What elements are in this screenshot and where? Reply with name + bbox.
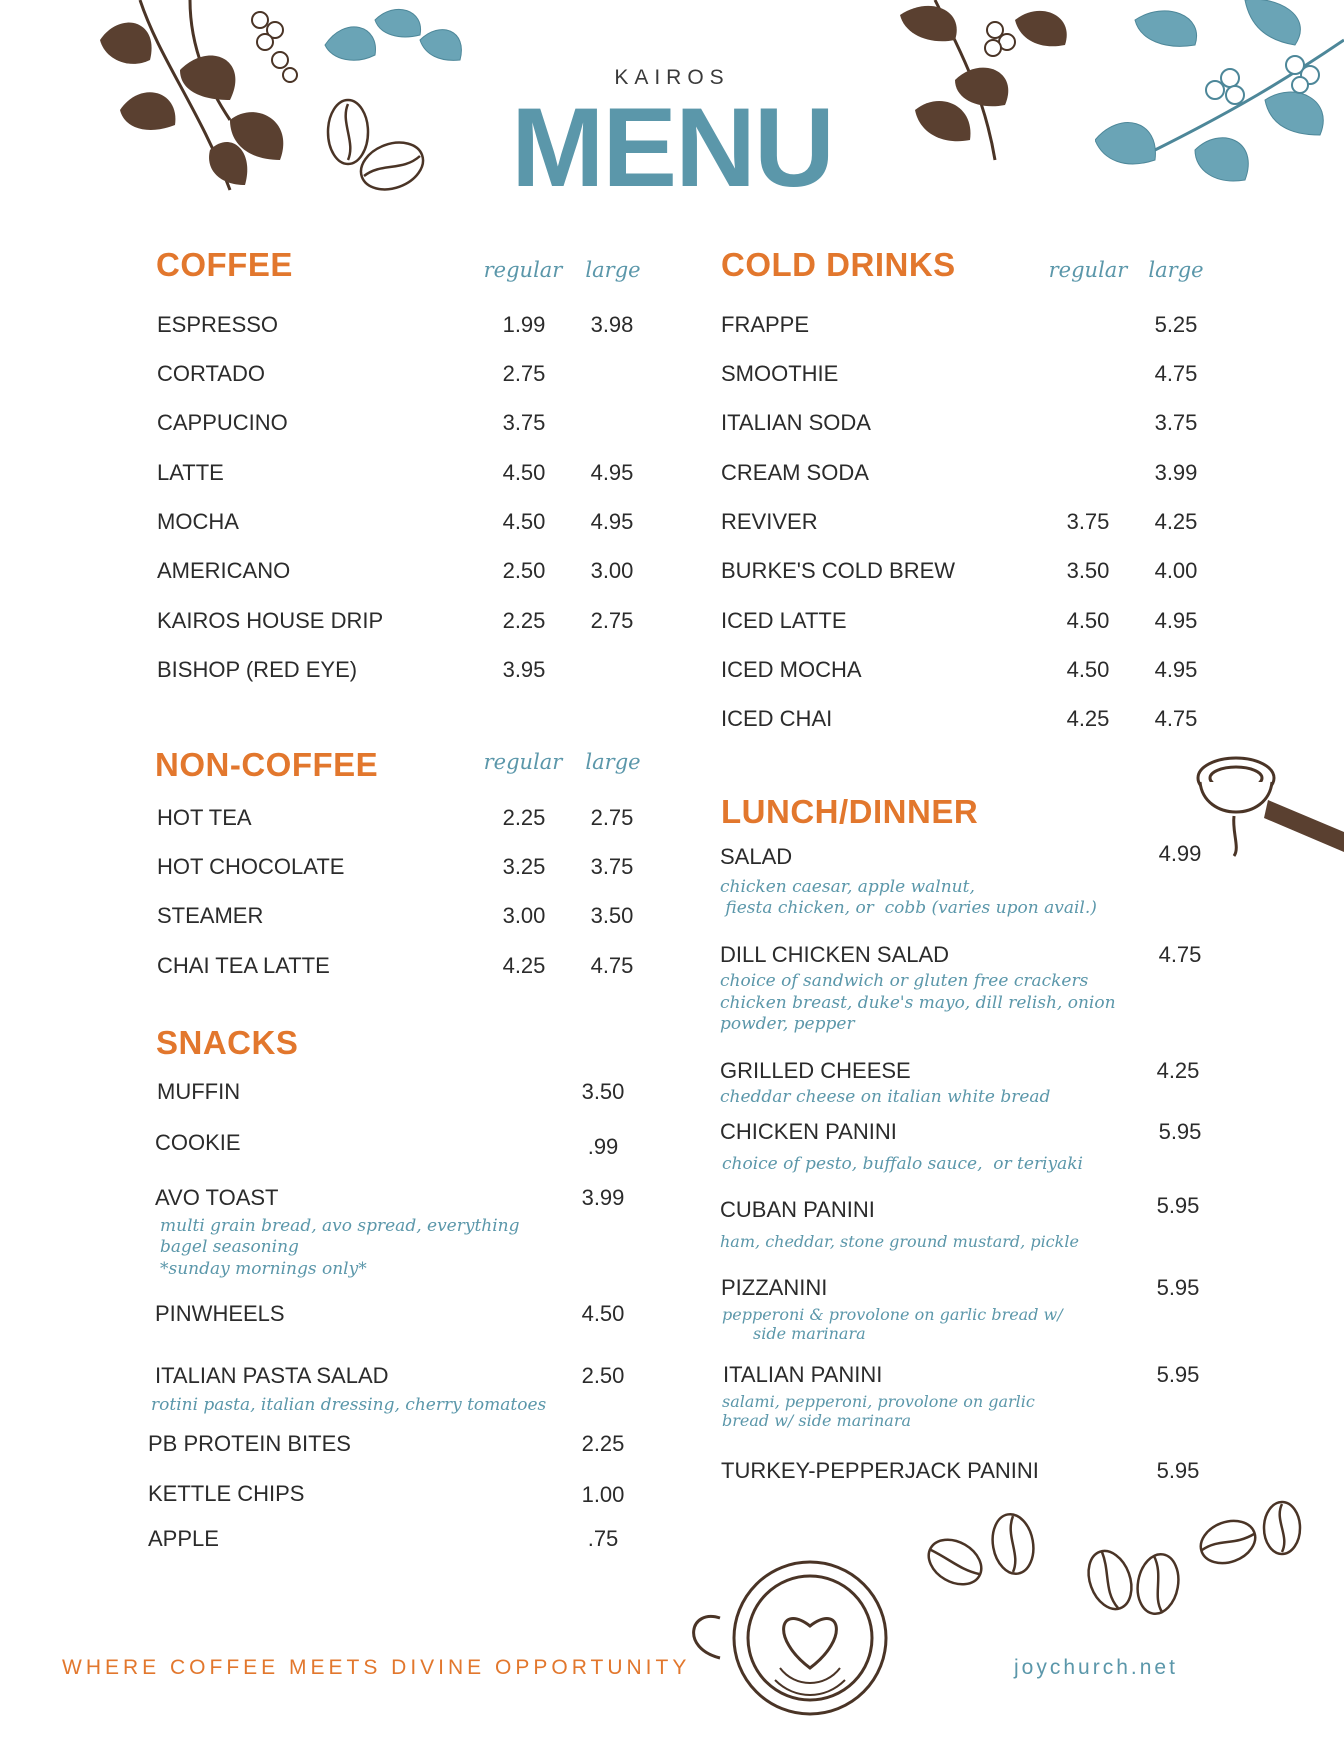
- menu-item-price-regular: 3.95: [502, 657, 546, 682]
- menu-item-description: bagel seasoning: [160, 1237, 299, 1257]
- footer-website[interactable]: joychurch.net: [1014, 1656, 1178, 1679]
- menu-item-price-large: 4.95: [1154, 657, 1198, 682]
- menu-item-description: pepperoni & provolone on garlic bread w/: [722, 1305, 1063, 1324]
- menu-item-name: ITALIAN SODA: [721, 410, 871, 435]
- menu-item-price: 5.95: [1156, 1193, 1200, 1218]
- menu-item-name: COOKIE: [155, 1130, 241, 1155]
- menu-item-price-large: 3.00: [590, 558, 634, 583]
- menu-item-name: ITALIAN PANINI: [723, 1362, 883, 1387]
- menu-item-price: 4.50: [581, 1301, 625, 1326]
- menu-item-price-regular: 4.50: [1066, 608, 1110, 633]
- menu-item-price-large: 4.75: [1154, 361, 1198, 386]
- coffee-bean-icon: [925, 1502, 1045, 1602]
- menu-item-name: CUBAN PANINI: [720, 1197, 875, 1222]
- menu-item-price: 4.99: [1158, 841, 1202, 866]
- menu-item-name: LATTE: [157, 460, 224, 485]
- menu-item-name: STEAMER: [157, 903, 264, 928]
- column-header-regular: regular: [1048, 258, 1128, 282]
- menu-item-description: side marinara: [753, 1324, 866, 1343]
- menu-item-price-large: 4.95: [1154, 608, 1198, 633]
- menu-item-price-regular: 4.50: [502, 460, 546, 485]
- menu-item-price-large: 4.00: [1154, 558, 1198, 583]
- menu-item-price: 4.75: [1158, 942, 1202, 967]
- menu-item-description: fiesta chicken, or cobb (varies upon avail.): [720, 898, 1097, 918]
- menu-item-price-large: 2.75: [590, 608, 634, 633]
- menu-item-name: MOCHA: [157, 509, 239, 534]
- menu-item-price-regular: 2.50: [502, 558, 546, 583]
- menu-item-price-regular: 2.25: [502, 805, 546, 830]
- menu-item-name: KETTLE CHIPS: [148, 1481, 305, 1506]
- menu-item-price-regular: 3.75: [1066, 509, 1110, 534]
- menu-item-price-large: 3.99: [1154, 460, 1198, 485]
- menu-item-price-regular: 3.75: [502, 410, 546, 435]
- menu-item-price: 1.00: [581, 1482, 625, 1507]
- menu-item-name: ITALIAN PASTA SALAD: [155, 1363, 389, 1388]
- column-header-large: large: [585, 750, 641, 774]
- menu-item-price-regular: 2.25: [502, 608, 546, 633]
- menu-item-name: DILL CHICKEN SALAD: [720, 942, 950, 967]
- menu-item-name: ICED MOCHA: [721, 657, 862, 682]
- section-title: COLD DRINKS: [721, 246, 956, 283]
- menu-item-name: ICED CHAI: [721, 706, 833, 731]
- menu-item-price-regular: 4.25: [1066, 706, 1110, 731]
- menu-item-price-large: 3.75: [590, 854, 634, 879]
- brand-name: KAIROS: [614, 66, 730, 89]
- menu-item-description: chicken caesar, apple walnut,: [720, 877, 975, 897]
- menu-item-price-regular: 3.50: [1066, 558, 1110, 583]
- menu-item-price: 2.50: [581, 1363, 625, 1388]
- menu-item-description: multi grain bread, avo spread, everything: [160, 1216, 520, 1236]
- menu-item-name: APPLE: [148, 1526, 219, 1551]
- menu-item-price-regular: 4.50: [1066, 657, 1110, 682]
- menu-item-name: FRAPPE: [721, 312, 810, 337]
- column-header-large: large: [1148, 258, 1204, 282]
- menu-item-price: .75: [587, 1526, 619, 1551]
- menu-item-price: 2.25: [581, 1431, 625, 1456]
- page-title: MENU: [511, 85, 833, 210]
- menu-item-name: CORTADO: [157, 361, 265, 386]
- section-title: LUNCH/DINNER: [721, 793, 979, 830]
- menu-item-price-large: 5.25: [1154, 312, 1198, 337]
- menu-item-name: CHICKEN PANINI: [720, 1119, 897, 1144]
- menu-item-name: CAPPUCINO: [157, 410, 288, 435]
- menu-item-description: choice of sandwich or gluten free crackers: [720, 971, 1089, 991]
- menu-item-name: HOT TEA: [157, 805, 252, 830]
- menu-item-price-regular: 4.50: [502, 509, 546, 534]
- menu-item-description: rotini pasta, italian dressing, cherry tomatoes: [151, 1395, 547, 1415]
- menu-item-price: 5.95: [1156, 1275, 1200, 1300]
- footer-tagline: WHERE COFFEE MEETS DIVINE OPPORTUNITY: [62, 1656, 691, 1679]
- menu-item-price-large: 4.95: [590, 509, 634, 534]
- menu-item-description: *sunday mornings only*: [160, 1259, 367, 1279]
- menu-item-name: BURKE'S COLD BREW: [721, 558, 956, 583]
- menu-item-price: 3.99: [581, 1185, 625, 1210]
- menu-item-name: CHAI TEA LATTE: [157, 953, 330, 978]
- menu-item-price-regular: 2.75: [502, 361, 546, 386]
- menu-item-name: HOT CHOCOLATE: [157, 854, 345, 879]
- menu-item-price: 5.95: [1156, 1362, 1200, 1387]
- menu-item-price-large: 3.98: [590, 312, 634, 337]
- section-title: SNACKS: [156, 1024, 299, 1061]
- menu-item-description: powder, pepper: [720, 1014, 855, 1034]
- menu-item-price-large: 4.75: [590, 953, 634, 978]
- menu-item-name: SMOOTHIE: [721, 361, 839, 386]
- menu-item-price-large: 2.75: [590, 805, 634, 830]
- menu-item-price-large: 4.95: [590, 460, 634, 485]
- menu-item-name: ICED LATTE: [721, 608, 847, 633]
- menu-item-price-large: 4.75: [1154, 706, 1198, 731]
- menu-item-description: choice of pesto, buffalo sauce, or teriyaki: [722, 1154, 1083, 1174]
- menu-item-name: PIZZANINI: [721, 1275, 828, 1300]
- menu-item-name: TURKEY-PEPPERJACK PANINI: [721, 1458, 1039, 1483]
- column-header-regular: regular: [483, 258, 563, 282]
- menu-item-price-regular: 4.25: [502, 953, 546, 978]
- menu-item-name: PB PROTEIN BITES: [148, 1431, 351, 1456]
- menu-item-price-regular: 1.99: [502, 312, 546, 337]
- menu-item-price-large: 4.25: [1154, 509, 1198, 534]
- menu-item-description: ham, cheddar, stone ground mustard, pickle: [720, 1232, 1079, 1251]
- menu-item-name: AVO TOAST: [155, 1185, 279, 1210]
- menu-item-name: KAIROS HOUSE DRIP: [157, 608, 384, 633]
- menu-item-description: salami, pepperoni, provolone on garlic: [722, 1392, 1035, 1411]
- column-header-large: large: [585, 258, 641, 282]
- menu-item-price: .99: [587, 1134, 619, 1159]
- latte-cup-icon: [680, 1548, 920, 1718]
- menu-item-name: REVIVER: [721, 509, 818, 534]
- column-header-regular: regular: [483, 750, 563, 774]
- menu-item-price-regular: 3.00: [502, 903, 546, 928]
- menu-item-description: cheddar cheese on italian white bread: [720, 1087, 1051, 1107]
- menu-item-name: SALAD: [720, 844, 793, 869]
- menu-item-name: PINWHEELS: [155, 1301, 285, 1326]
- menu-item-name: MUFFIN: [157, 1079, 241, 1104]
- section-title: COFFEE: [156, 246, 293, 283]
- menu-item-price-regular: 3.25: [502, 854, 546, 879]
- menu-item-name: AMERICANO: [157, 558, 291, 583]
- menu-item-name: CREAM SODA: [721, 460, 869, 485]
- coffee-bean-icon: [1082, 1500, 1344, 1630]
- menu-item-price: 5.95: [1158, 1119, 1202, 1144]
- menu-item-price-large: 3.75: [1154, 410, 1198, 435]
- menu-item-price: 3.50: [581, 1079, 625, 1104]
- section-title: NON-COFFEE: [155, 746, 379, 783]
- menu-item-name: GRILLED CHEESE: [720, 1058, 911, 1083]
- menu-item-price-large: 3.50: [590, 903, 634, 928]
- menu-item-price: 5.95: [1156, 1458, 1200, 1483]
- menu-item-price: 4.25: [1156, 1058, 1200, 1083]
- menu-item-name: ESPRESSO: [157, 312, 279, 337]
- menu-item-description: chicken breast, duke's mayo, dill relish, onion: [720, 993, 1116, 1013]
- menu-item-description: bread w/ side marinara: [722, 1411, 912, 1430]
- menu-item-name: BISHOP (RED EYE): [157, 657, 358, 682]
